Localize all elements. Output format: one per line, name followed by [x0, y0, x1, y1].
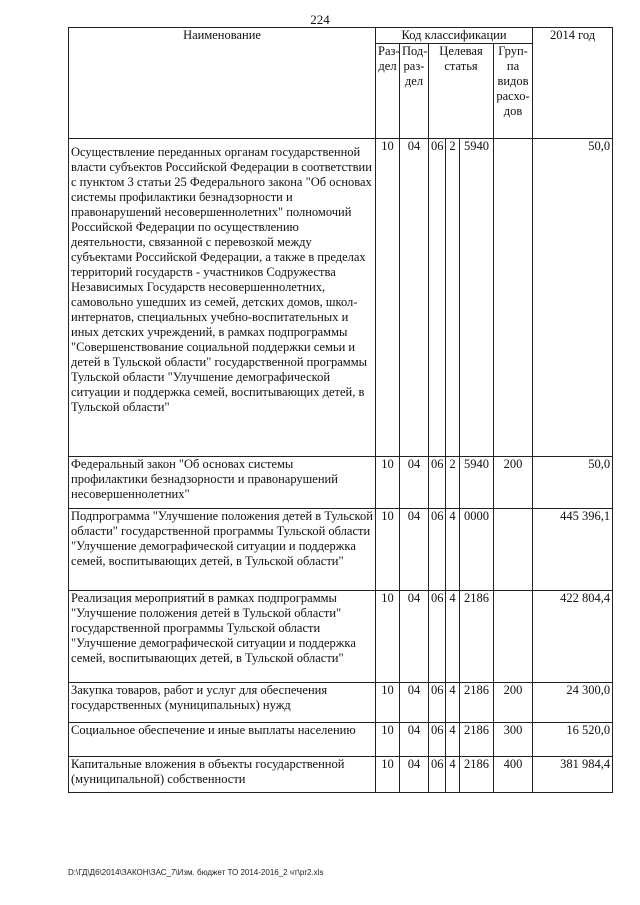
row-vid: [494, 591, 533, 683]
row-target-part2: 2: [446, 139, 460, 457]
table-row: [69, 591, 613, 683]
row-razdel: 10: [376, 591, 400, 683]
row-vid: [494, 509, 533, 591]
row-razdel: 10: [376, 723, 400, 757]
table-row: [69, 457, 613, 509]
row-vid: 200: [494, 457, 533, 509]
table-row: [69, 723, 613, 757]
row-razdel: 10: [376, 139, 400, 457]
row-name: Осуществление переданных органам государственной власти субъектов Российской Федерации в соответствии с пунктом 3 статьи 25 Федерального закона "Об основах системы профилактики безнадзорности и правонарушений несовершеннолетних" полномочий Российской Федерации по осуществлению деятельности, связанной с перевозкой между субъектами Российской Федерации, а также в пределах территорий государств - участников Содружества Независимых Государств несовершеннолетних, самовольно ушедших из семей, детских домов, школ-интернатов, специальных учебно-воспитательных и иных детских учреждений, в рамках подпрограммы "Совершенствование социальной поддержки семьи и детей в Тульской области" государственной программы Тульской области "Улучшение демографической ситуации и поддержка семей, воспитывающих детей, в Тульской области": [69, 139, 376, 457]
row-podrazdel: 04: [400, 723, 429, 757]
row-target-part3: 2186: [460, 723, 494, 757]
row-target-part1: 06: [429, 139, 446, 457]
row-amount: 16 520,0: [533, 723, 613, 757]
row-name: Подпрограмма "Улучшение положения детей в Тульской области" государственной программы Тульской области "Улучшение демографической ситуации и поддержка семей, воспитывающих детей, в Тульской области": [69, 509, 376, 591]
row-target-part1: 06: [429, 683, 446, 723]
row-target-part2: 2: [446, 457, 460, 509]
row-amount: 50,0: [533, 139, 613, 457]
row-target-part3: 2186: [460, 591, 494, 683]
page-number: 224: [310, 12, 330, 27]
row-amount: 445 396,1: [533, 509, 613, 591]
row-target-part2: 4: [446, 591, 460, 683]
row-vid: [494, 139, 533, 457]
row-target-part3: 5940: [460, 457, 494, 509]
row-target-part3: 5940: [460, 139, 494, 457]
row-target-part3: 0000: [460, 509, 494, 591]
row-name: Социальное обеспечение и иные выплаты населению: [69, 723, 376, 757]
table-row: [69, 139, 613, 457]
row-razdel: 10: [376, 757, 400, 793]
file-path-footer: D:\ГД\Д6\2014\ЗАКОН\ЗАС_7\Изм. бюджет ТО 2014-2016_2 чт\pr2.xls: [68, 868, 324, 877]
table-row: [69, 757, 613, 793]
table-row: [69, 683, 613, 723]
budget-table: [68, 27, 613, 793]
row-amount: 422 804,4: [533, 591, 613, 683]
row-target-part1: 06: [429, 591, 446, 683]
row-target-part1: 06: [429, 723, 446, 757]
row-target-part2: 4: [446, 757, 460, 793]
row-podrazdel: 04: [400, 683, 429, 723]
header-name: Наименование: [69, 28, 376, 139]
header-podrazdel: Под- раз- дел: [400, 44, 429, 139]
row-podrazdel: 04: [400, 757, 429, 793]
row-razdel: 10: [376, 683, 400, 723]
row-razdel: 10: [376, 509, 400, 591]
row-vid: 200: [494, 683, 533, 723]
row-name: Закупка товаров, работ и услуг для обеспечения государственных (муниципальных) нужд: [69, 683, 376, 723]
row-target-part1: 06: [429, 457, 446, 509]
row-target-part1: 06: [429, 757, 446, 793]
header-year: 2014 год: [533, 28, 613, 139]
row-amount: 381 984,4: [533, 757, 613, 793]
row-vid: 400: [494, 757, 533, 793]
row-vid: 300: [494, 723, 533, 757]
header-code-group: Код классификации: [376, 28, 533, 44]
row-target-part2: 4: [446, 683, 460, 723]
row-podrazdel: 04: [400, 457, 429, 509]
row-target-part3: 2186: [460, 757, 494, 793]
row-podrazdel: 04: [400, 591, 429, 683]
row-name: Капитальные вложения в объекты государственной (муниципальной) собственности: [69, 757, 376, 793]
row-name: Реализация мероприятий в рамках подпрограммы "Улучшение положения детей в Тульской области" государственной программы Тульской области "Улучшение демографической ситуации и поддержка семей, воспитывающих детей, в Тульской области": [69, 591, 376, 683]
row-razdel: 10: [376, 457, 400, 509]
row-target-part2: 4: [446, 509, 460, 591]
row-podrazdel: 04: [400, 509, 429, 591]
row-name: Федеральный закон "Об основах системы профилактики безнадзорности и правонарушений несовершеннолетних": [69, 457, 376, 509]
row-target-part2: 4: [446, 723, 460, 757]
row-target-part1: 06: [429, 509, 446, 591]
header-target: Целевая статья: [429, 44, 494, 139]
row-target-part3: 2186: [460, 683, 494, 723]
table-row: [69, 509, 613, 591]
row-amount: 50,0: [533, 457, 613, 509]
header-razdel: Раз- дел: [376, 44, 400, 139]
header-vid: Груп- па видов расхо- дов: [494, 44, 533, 139]
row-podrazdel: 04: [400, 139, 429, 457]
row-amount: 24 300,0: [533, 683, 613, 723]
